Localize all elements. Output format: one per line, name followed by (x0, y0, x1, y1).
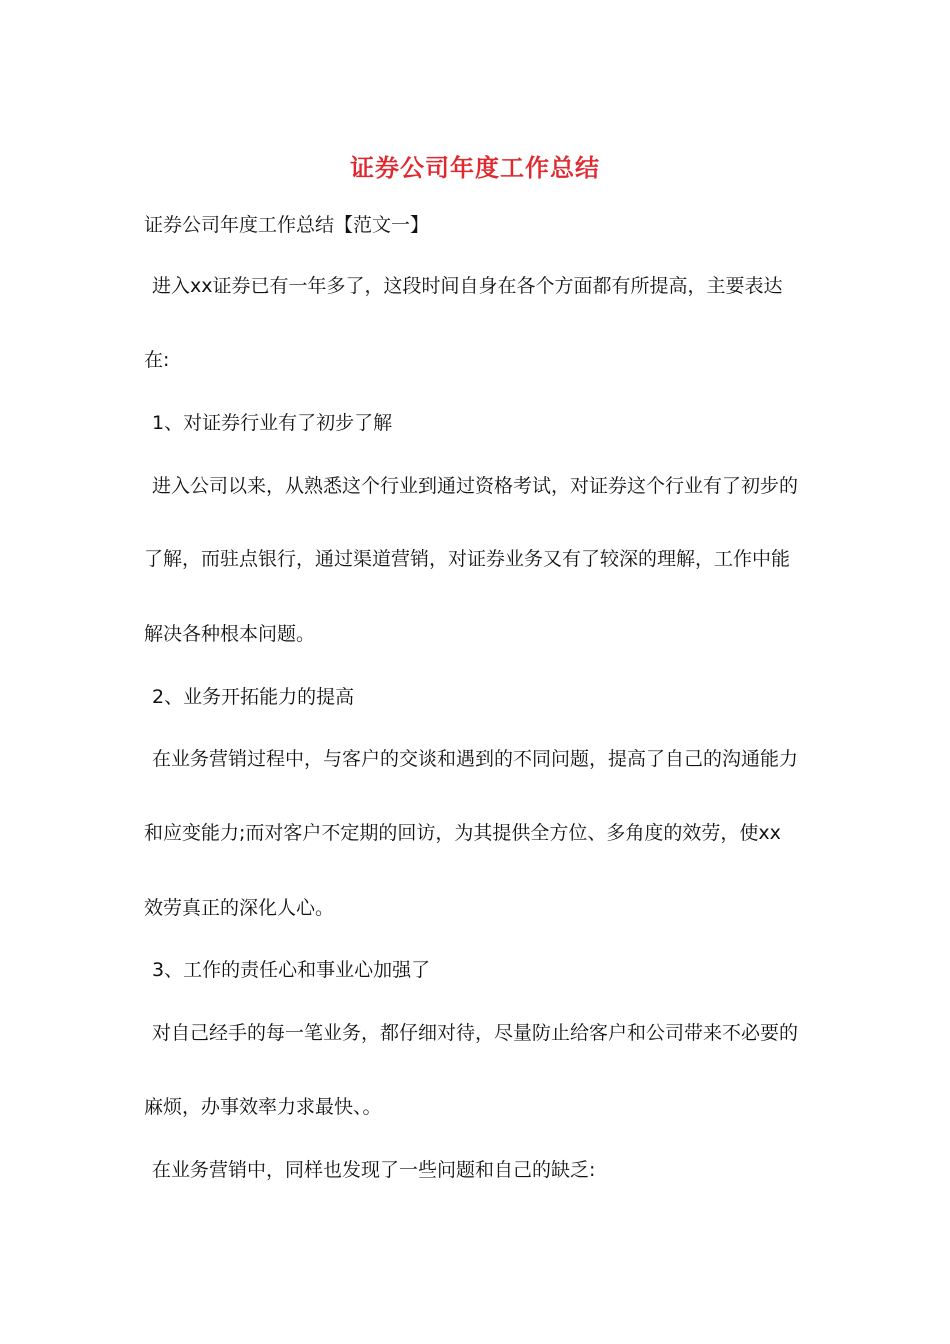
section-heading: 2、业务开拓能力的提高 (152, 686, 355, 708)
subtitle-line: 证券公司年度工作总结【范文一】 (144, 214, 430, 236)
section-heading: 1、对证券行业有了初步了解 (152, 412, 393, 434)
section-heading: 3、工作的责任心和事业心加强了 (152, 959, 431, 981)
paragraph-line: 解决各种根本问题。 (144, 623, 316, 645)
paragraph-line: 在: (144, 349, 170, 371)
paragraph-line: 对自己经手的每一笔业务，都仔细对待，尽量防止给客户和公司带来不必要的 (152, 1022, 799, 1044)
paragraph-line: 效劳真正的深化人心。 (144, 897, 335, 919)
paragraph-line: 进入xx证券已有一年多了，这段时间自身在各个方面都有所提高，主要表达 (152, 275, 783, 297)
paragraph-line: 在业务营销中，同样也发现了一些问题和自己的缺乏: (152, 1159, 596, 1181)
paragraph-line: 了解，而驻点银行，通过渠道营销，对证券业务又有了较深的理解，工作中能 (144, 548, 791, 570)
paragraph-line: 在业务营销过程中，与客户的交谈和遇到的不同问题，提高了自己的沟通能力 (152, 748, 799, 770)
paragraph-line: 和应变能力;而对客户不定期的回访，为其提供全方位、多角度的效劳，使xx (144, 822, 781, 844)
document-title: 证券公司年度工作总结 (350, 154, 600, 182)
paragraph-line: 麻烦，办事效率力求最快、。 (144, 1096, 382, 1118)
paragraph-line: 进入公司以来，从熟悉这个行业到通过资格考试，对证券这个行业有了初步的 (152, 475, 799, 497)
